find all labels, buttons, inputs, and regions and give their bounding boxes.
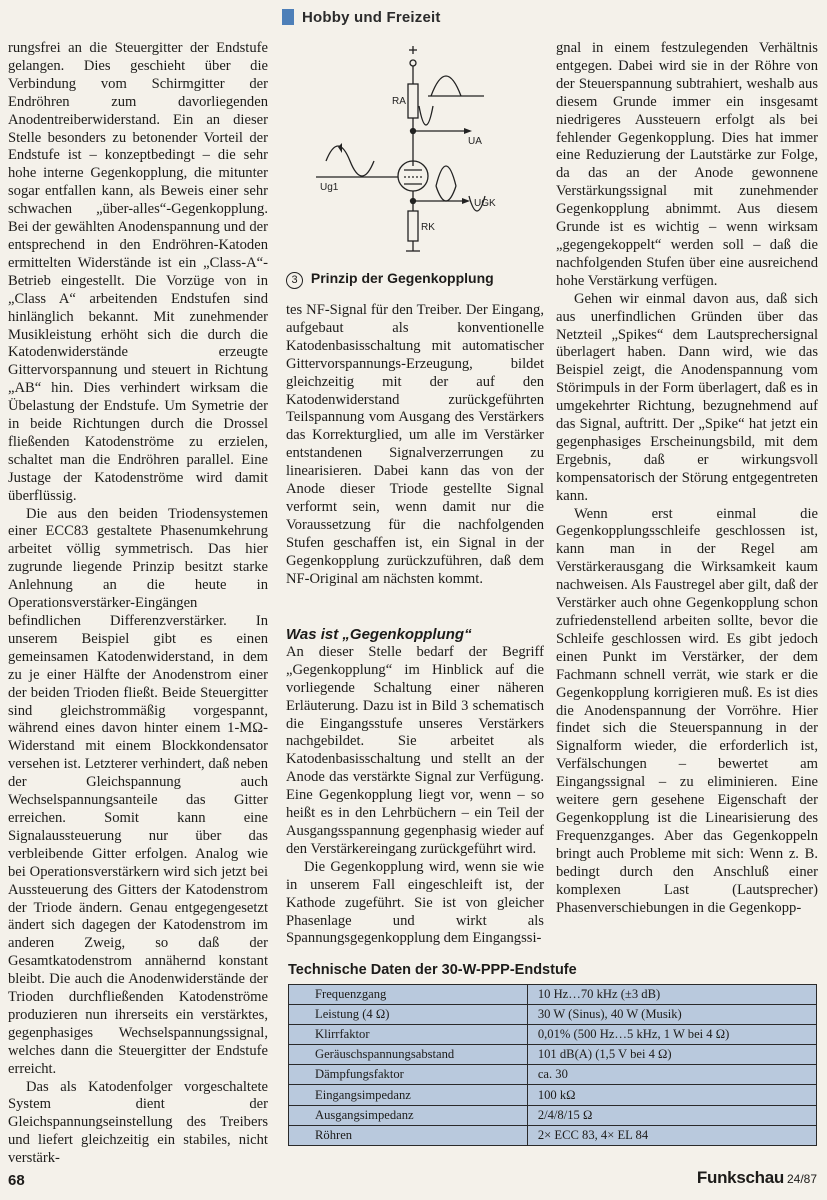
figure-caption-text: Prinzip der Gegenkopplung <box>310 270 494 286</box>
table-label: Eingangsimpedanz <box>289 1085 528 1105</box>
table-label: Dämpfungsfaktor <box>289 1065 528 1085</box>
table-label: Klirrfaktor <box>289 1025 528 1045</box>
table-label: Geräuschspannungsabstand <box>289 1045 528 1065</box>
tech-table-title: Technische Daten der 30-W-PPP-Endstufe <box>288 962 577 978</box>
table-label: Ausgangsimpedanz <box>289 1105 528 1125</box>
text-column-3 <box>556 40 818 917</box>
table-row <box>289 1065 817 1085</box>
text-column-2 <box>286 302 544 589</box>
ugk-label: UGK <box>474 198 496 209</box>
table-label: Frequenzgang <box>289 985 528 1005</box>
ug1-label: Ug1 <box>320 182 339 193</box>
section-marker <box>282 9 294 25</box>
table-value: 101 dB(A) (1,5 V bei 4 Ω) <box>527 1045 816 1065</box>
table-label: Leistung (4 Ω) <box>289 1005 528 1025</box>
page-number: 68 <box>8 1172 25 1189</box>
text-column-2-section <box>286 626 544 948</box>
table-label: Röhren <box>289 1125 528 1145</box>
tech-data-table <box>288 984 817 1146</box>
ra-label: RA <box>392 96 406 107</box>
table-row <box>289 1025 817 1045</box>
paragraph: rungsfrei an die Steuergitter der Endstufe gelangen. Dies geschieht über die Verbindung vom Schirmgitter der Endröhren zum davorliegenden Anodentreiberwiderstand. Ein an dieser Stelle besonders zu betonender Vorteil der Endstufe ist – konzeptbedingt – die sehr hohe interne Gegenkopplung, die mitunter sogar entfallen kann, als Beweis einer sehr schwachen „über-alles“-Gegenkopplung. Bei der gewählten Anodenspannung und der entsprechend in den Endröhren-Katoden ermittelten Widerstände ist ein „Class-A“-Betrieb eingestellt. Die Vorzüge von in „Class A“ arbeitenden Endstufen sind hinlänglich bekannt. Mit zunehmender Musikleistung erhöht sich die durch die Katodenwiderstände erzeugte Gittervorspannung und steuert in Richtung „AB“ hin. Dies verhindert wirksam die Übelastung der Endstufe. Um Symetrie der in beide Richtungen durch die Drossel fließenden Katodenströme zu erzielen, schaltet man die Endröhren parallel. Eine Justage der Katodenströme wird damit überflüssig. <box>8 40 268 504</box>
paragraph: gnal in einem festzulegenden Verhältnis entgegen. Dabei wird sie in der Röhre von der Steuerspannung subtrahiert, weshalb aus diesem Grunde immer ein insgesamt niedrigeres Aussteuern erfolgt als bei fehlender Gegenkopplung. Dies hat immer eine Reduzierung der Lautstärke zur Folge, da das an der Anode gewonnene Verstärkungssignal mit zunehmender Gegenkopplung abnimmt. Aus diesem Grunde ist es wichtig – wenn wirksam „gegengekoppelt“ werden soll – daß die nachfolgenden Stufen über eine ausreichend hohe Verstärkung verfügen. <box>556 40 818 289</box>
figure-number: 3 <box>286 272 303 289</box>
table-row <box>289 1045 817 1065</box>
table-row <box>289 1105 817 1125</box>
brand-logo: Funkschau <box>696 1168 784 1187</box>
section-subheading: Was ist „Gegenkopplung“ <box>286 626 472 643</box>
table-row <box>289 1125 817 1145</box>
paragraph: An dieser Stelle bedarf der Begriff „Gegenkopplung“ im Hinblick auf die vorliegende Schaltung einer näheren Erläuterung. Dazu ist in Bild 3 schematisch die Eingangsstufe unseres Verstärkers nachgebildet. Sie arbeitet als Katodenbasisschaltung und stellt an der Anode das verstärkte Signal zur Verfügung. Eine Gegenkopplung liegt vor, wenn – so heißt es in den Lehrbüchern – ein Teil der Ausgangsspannung gegenphasig wieder auf den Verstärkereingang zurückgeführt wird. <box>286 643 544 857</box>
ua-label: UA <box>468 136 482 147</box>
paragraph: tes NF-Signal für den Treiber. Der Eingang, aufgebaut als konventionelle Katodenbasisschaltung mit automatischer Gittervorspannungs-Erzeugung, bildet gleichzeitig mit der auf den Katodenwiderstand zurückgeführten Teilspannung vom Ausgang des Verstärkers das Korrekturglied, um alle im Verstärker entstandenen Signalverzerrungen zu linearisieren. Dabei kann das von der Anode dieser Triode gestellte Signal verformt sein, wenn damit nur die Voraussetzung für die nachfolgenden Stufen geschaffen ist, ein Signal in der Gegenkopplung zurückzuführen, daß dem NF-Original am nächsten kommt. <box>286 302 544 587</box>
table-row <box>289 985 817 1005</box>
paragraph: Die aus den beiden Triodensystemen einer ECC83 gestaltete Phasenumkehrung arbeitet völlig symmetrisch. Das hier zugrunde liegende Prinzip besitzt starke Anlehnung an die heute in Operationsverstärker-Eingängen befindlichen Differenzverstärker. In unserem Beispiel gibt es einen gemeinsamen Katodenwiderstand, in dem zu je einer Hälfte der Anodenstrom einer der beiden Trioden fließt. Beide Steuergitter sind gleichstrommäßig vorgespannt, während eines davon hinter einem 1-MΩ-Widerstand mit einem Blockkondensator versehen ist. Letzterer verhindert, daß neben der Gleichspannung auch Wechselspannungsanteile das Gitter erreichen. Somit kann eine Signalaussteuerung nur über das verbleibende Gitter erfolgen. Analog wie bei Operationsverstärkern wird sich jetzt bei Aussteuerung des Gitters der Katodenstrom der Triode ändern. Genau entgegengesetzt ändert sich dagegen der Katodenstrom im anderen Zweig, so daß der Gesamtkatodenstrom annähernd konstant bleibt. Die auch die Anodenwiderstände der Trioden durchfließenden Katodenströme produzieren nun ihrerseits ein verstärktes, gegenphasiges Wechselspannungssignal, welches dann die Steuergitter der Endstufe erreicht. <box>8 505 268 1077</box>
rk-label: RK <box>421 222 435 233</box>
text-column-1 <box>8 40 268 1168</box>
section-header <box>282 6 441 28</box>
table-value: 0,01% (500 Hz…5 kHz, 1 W bei 4 Ω) <box>527 1025 816 1045</box>
paragraph: Die Gegenkopplung wird, wenn sie wie in unserem Fall eingeschleift ist, der Kathode zugeführt. Sie ist von gleicher Phasenlage und wirkt als Spannungsgegenkopplung dem Eingangssi- <box>286 858 544 947</box>
issue-number: 24/87 <box>786 1172 817 1186</box>
table-value: 30 W (Sinus), 40 W (Musik) <box>527 1005 816 1025</box>
magazine-brand <box>697 1168 817 1188</box>
table-value: 2× ECC 83, 4× EL 84 <box>527 1125 816 1145</box>
paragraph: Das als Katodenfolger vorgeschaltete System dient der Gleichspannungseinstellung des Treibers und liefert gleichzeitig ein stabiles, nicht verstärk- <box>8 1078 268 1167</box>
table-row <box>289 1005 817 1025</box>
figure-caption <box>286 270 544 289</box>
table-value: ca. 30 <box>527 1065 816 1085</box>
paragraph: Gehen wir einmal davon aus, daß sich aus unerfindlichen Gründen über das Netzteil „Spikes“ dem Lautsprechersignal überlagert haben. Dann wird, wie das Beispiel zeigt, die Anodenspannung vom Störimpuls in der Form überlagert, daß es in umgekehrter Richtung, bezugnehmend auf das Signal, auftritt. Der „Spike“ hat jetzt ein gegenphasiges Erscheinungsbild, mit dem Ergebnis, daß er wirkungsvoll kompensatorisch der Störung entgegentreten kann. <box>556 290 818 504</box>
table-row <box>289 1085 817 1105</box>
table-value: 100 kΩ <box>527 1085 816 1105</box>
table-value: 2/4/8/15 Ω <box>527 1105 816 1125</box>
section-label: Hobby und Freizeit <box>302 8 441 26</box>
feedback-circuit-diagram <box>296 36 546 266</box>
paragraph: Wenn erst einmal die Gegenkopplungsschleife geschlossen ist, kann man in der Regel am Verstärkerausgang die Wirksamkeit kaum nachweisen. Als Faustregel aber gilt, daß der Verstärker auch ohne Gegenkopplung schon zufriedenstellend arbeiten sollte, bevor die Schleife geschlossen wird. Es gibt jedoch einen Punkt im Verstärker, der dem Fachmann schnell verrät, wie stark er die Gegenkopplung korrigieren muß. Es ist dies die Anodenspannung der Vorröhre. Hier findet sich die Steuerspannung in der Signalform wieder, die erforderlich ist, Verfälschungen – bewertet am Eingangssignal – zu eliminieren. Eine weitere gern gesehene Eigenschaft der Gegenkopplung ist die Linearisierung des Frequenzganges. Aber das Gegenkoppeln bringt auch Probleme mit sich: Wenn z. B. bedingt durch den Anschluß einer komplexen Last (Lautsprecher) Phasenverschiebungen in die Gegenkopp- <box>556 505 818 916</box>
table-value: 10 Hz…70 kHz (±3 dB) <box>527 985 816 1005</box>
